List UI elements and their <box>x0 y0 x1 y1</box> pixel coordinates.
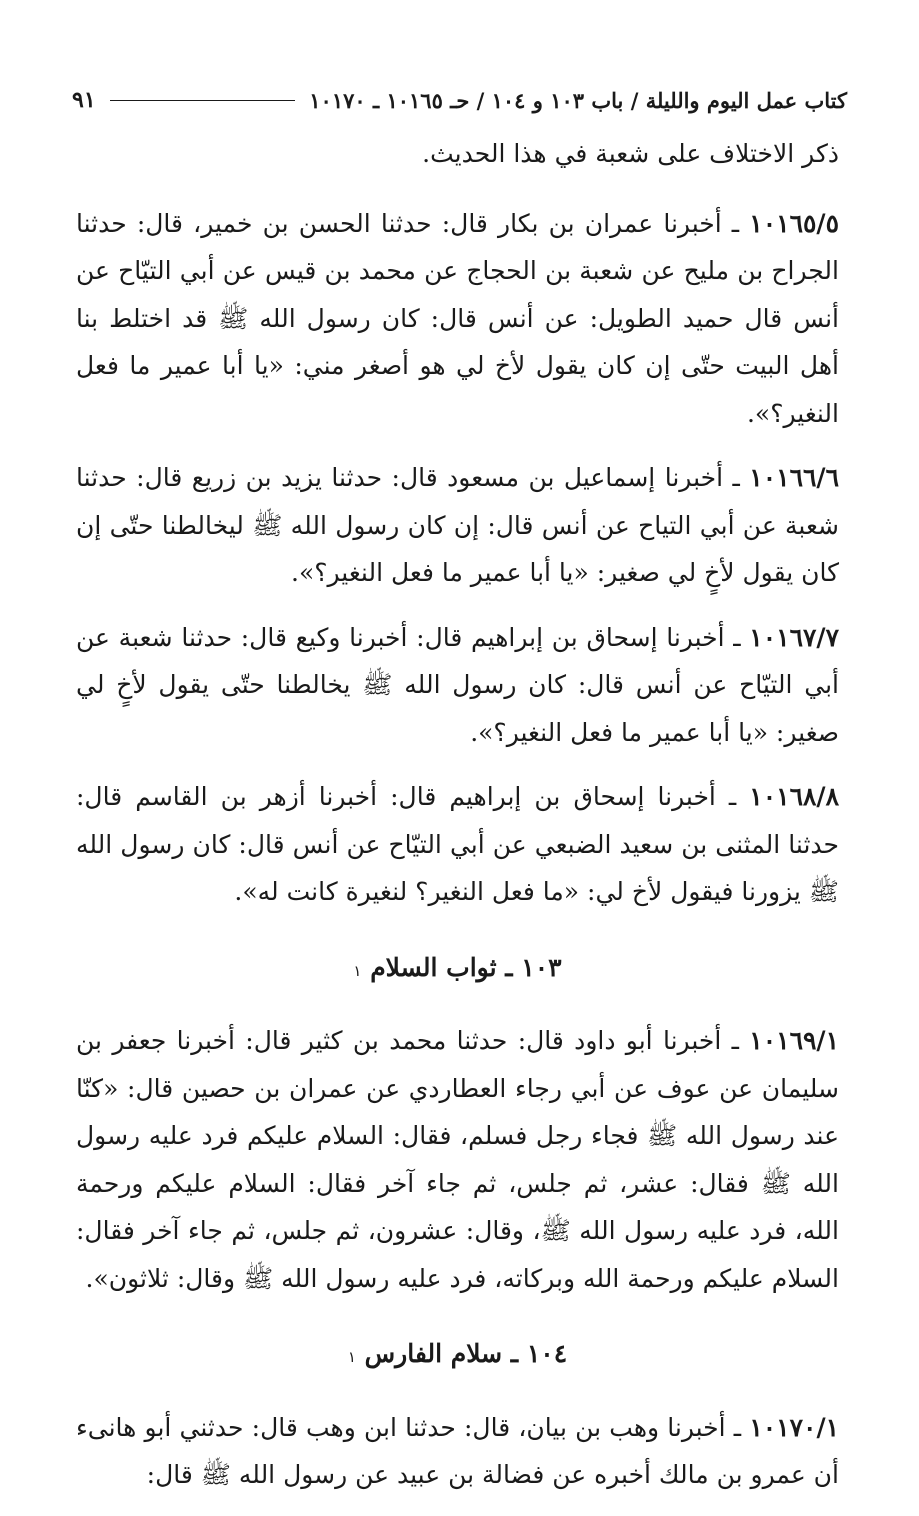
hadith-number: ١٠١٦٥/٥ <box>749 208 839 238</box>
hadith-10168 <box>76 773 839 916</box>
running-header <box>72 84 847 116</box>
hadith-number: ١٠١٦٧/٧ <box>749 622 839 652</box>
hadith-10166 <box>76 454 839 597</box>
hadith-10170 <box>76 1404 839 1499</box>
intro-text: ذكر الاختلاف على شعبة في هذا الحديث. <box>422 139 839 168</box>
footnote-marker: ١ <box>347 1348 356 1366</box>
hadith-text: ـ أخبرنا عمران بن بكار قال: حدثنا الحسن بن خمير، قال: حدثنا الجراح بن مليح عن شعبة بن الحجاج عن محمد بن قيس عن أبي التيّاح عن أنس قال حميد الطويل: عن أنس قال: كان رسول الله ﷺ قد اختلط بنا أهل البيت حتّى إن كان يقول لأخ لي هو أصغر مني: «يا أبا عمير ما فعل النغير؟». <box>76 208 839 428</box>
running-title: كتاب عمل اليوم والليلة / باب ١٠٣ و ١٠٤ / حـ ١٠١٦٥ ـ ١٠١٧٠ <box>309 87 847 113</box>
intro-line <box>76 130 839 178</box>
hadith-10165 <box>76 200 839 438</box>
hadith-number: ١٠١٦٦/٦ <box>749 463 839 492</box>
chapter-title: ١٠٣ ـ ثواب السلام <box>370 952 562 982</box>
page-body <box>76 130 839 1516</box>
chapter-title: ١٠٤ ـ سلام الفارس <box>364 1339 568 1368</box>
chapter-heading-104 <box>76 1330 839 1382</box>
hadith-text: ـ أخبرنا إسماعيل بن مسعود قال: حدثنا يزيد بن زريع قال: حدثنا شعبة عن أبي التياح عن أنس قال: إن كان رسول الله ﷺ ليخالطنا حتّى إن كان يقول لأخٍ لي صغير: «يا أبا عمير ما فعل النغير؟». <box>76 463 839 587</box>
hadith-number: ١٠١٦٨/٨ <box>749 782 839 811</box>
header-rule <box>110 100 296 101</box>
hadith-text: ـ أخبرنا وهب بن بيان، قال: حدثنا ابن وهب قال: حدثني أبو هانىء أن عمرو بن مالك أخبره عن فضالة بن عبيد عن رسول الله ﷺ قال: <box>76 1412 839 1489</box>
hadith-10169 <box>76 1017 839 1302</box>
footnote-marker: ١ <box>353 961 362 980</box>
hadith-text: ـ أخبرنا إسحاق بن إبراهيم قال: أخبرنا وكيع قال: حدثنا شعبة عن أبي التيّاح عن أنس قال: كان رسول الله ﷺ يخالطنا حتّى يقول لأخٍ لي صغير: «يا أبا عمير ما فعل النغير؟». <box>76 622 839 747</box>
chapter-heading-103 <box>76 944 839 996</box>
page-number: ٩١ <box>72 87 96 113</box>
hadith-text: ـ أخبرنا إسحاق بن إبراهيم قال: أخبرنا أزهر بن القاسم قال: حدثنا المثنى بن سعيد الضبعي عن أبي التيّاح عن أنس قال: كان رسول الله ﷺ يزورنا فيقول لأخ لي: «ما فعل النغير؟ لنغيرة كانت له». <box>76 782 839 906</box>
hadith-number: ١٠١٦٩/١ <box>749 1026 839 1055</box>
hadith-text: ـ أخبرنا أبو داود قال: حدثنا محمد بن كثير قال: أخبرنا جعفر بن سليمان عن عوف عن أبي رجاء العطاردي عن عمران بن حصين قال: «كنّا عند رسول الله ﷺ فجاء رجل فسلم، فقال: السلام عليكم فرد عليه رسول الله ﷺ فقال: عشر، ثم جلس، ثم جاء آخر فقال: السلام عليكم ورحمة الله، فرد عليه رسول الله ﷺ، وقال: عشرون، ثم جلس، ثم جاء آخر فقال: السلام عليكم ورحمة الله وبركاته، فرد عليه رسول الله ﷺ وقال: ثلاثون». <box>76 1026 839 1293</box>
hadith-number: ١٠١٧٠/١ <box>749 1412 840 1442</box>
hadith-10167 <box>76 614 839 757</box>
